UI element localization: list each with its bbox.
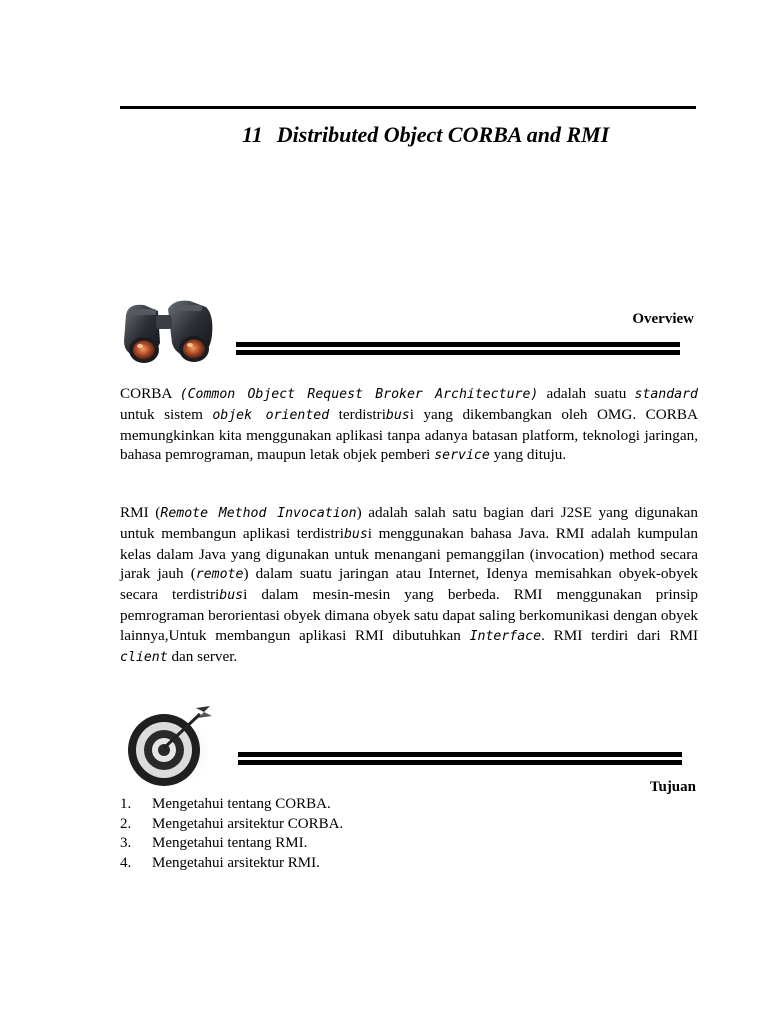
objective-text: Mengetahui arsitektur CORBA. [152, 815, 344, 832]
emphasis-text: bus [219, 588, 244, 604]
emphasis-text: Interface [469, 628, 542, 644]
body-text: CORBA [120, 385, 180, 402]
body-text: RMI ( [120, 504, 161, 521]
body-text: terdistri [329, 405, 386, 423]
emphasis-text: (Common Object Request Broker Architecture) [179, 387, 539, 402]
corba-paragraph [120, 384, 698, 466]
body-text: ) dalam suatu jaringan atau Internet, Idenya memisahkan obyek-obyek secara terdistri [120, 565, 699, 604]
rmi-paragraph [120, 503, 698, 667]
emphasis-text: bus [343, 526, 368, 542]
body-text: ) adalah salah satu bagian dari J2SE yang digunakan untuk membangun aplikasi terdistri [120, 504, 698, 542]
emphasis-text: objek oriented [212, 407, 330, 423]
chapter-title [242, 122, 609, 148]
objective-item [120, 815, 343, 835]
body-text: adalah suatu [538, 385, 635, 402]
emphasis-text: remote [195, 567, 244, 583]
top-rule [120, 106, 696, 109]
objective-number: 3. [120, 835, 132, 851]
emphasis-text: Remote Method Invocation [160, 506, 357, 521]
objectives-list [120, 795, 343, 873]
tujuan-divider [238, 752, 682, 765]
emphasis-text: standard [634, 387, 698, 402]
emphasis-text: client [120, 649, 168, 665]
overview-heading: Overview [632, 311, 694, 327]
body-text: i menggunakan bahasa Java. RMI adalah kumpulan kelas dalam Java yang digunakan untuk menangani pemanggilan (invocation) method secara jarak jauh ( [120, 524, 698, 583]
objective-text: Mengetahui arsitektur RMI. [152, 854, 320, 871]
chapter-number: 11 [242, 122, 263, 147]
body-text: untuk sistem [120, 405, 213, 423]
binoculars-icon [118, 295, 218, 375]
body-text: i dalam mesin-mesin yang berbeda. RMI menggunakan prinsip pemrograman berorientasi obyek dimana obyek satu dapat saling berkomunikasi dengan obyek lainnya,Untuk membangun aplikasi RMI dibutuhkan [120, 586, 698, 644]
body-text: yang dituju. [489, 446, 567, 464]
objective-text: Mengetahui tentang RMI. [152, 835, 308, 851]
emphasis-text: bus [385, 407, 410, 423]
chapter-title-text: Distributed Object CORBA and RMI [276, 122, 610, 147]
objective-item [120, 795, 343, 815]
objective-number: 1. [120, 796, 132, 812]
body-text: dan server. [167, 647, 238, 665]
tujuan-heading: Tujuan [649, 779, 696, 795]
target-icon [118, 702, 214, 792]
objective-number: 4. [120, 854, 132, 871]
body-text: i yang dikembangkan oleh OMG. CORBA memungkinkan kita menggunakan aplikasi tanpa adanya batasan platform, teknologi jaringan, bahasa pemrograman, maupun letak objek pemberi [120, 405, 698, 464]
objective-item [120, 854, 343, 874]
overview-divider [236, 342, 680, 355]
body-text: . RMI terdiri dari RMI [541, 626, 699, 644]
objective-text: Mengetahui tentang CORBA. [152, 796, 331, 812]
objective-item [120, 834, 343, 854]
objective-number: 2. [120, 815, 132, 832]
emphasis-text: service [434, 448, 490, 464]
